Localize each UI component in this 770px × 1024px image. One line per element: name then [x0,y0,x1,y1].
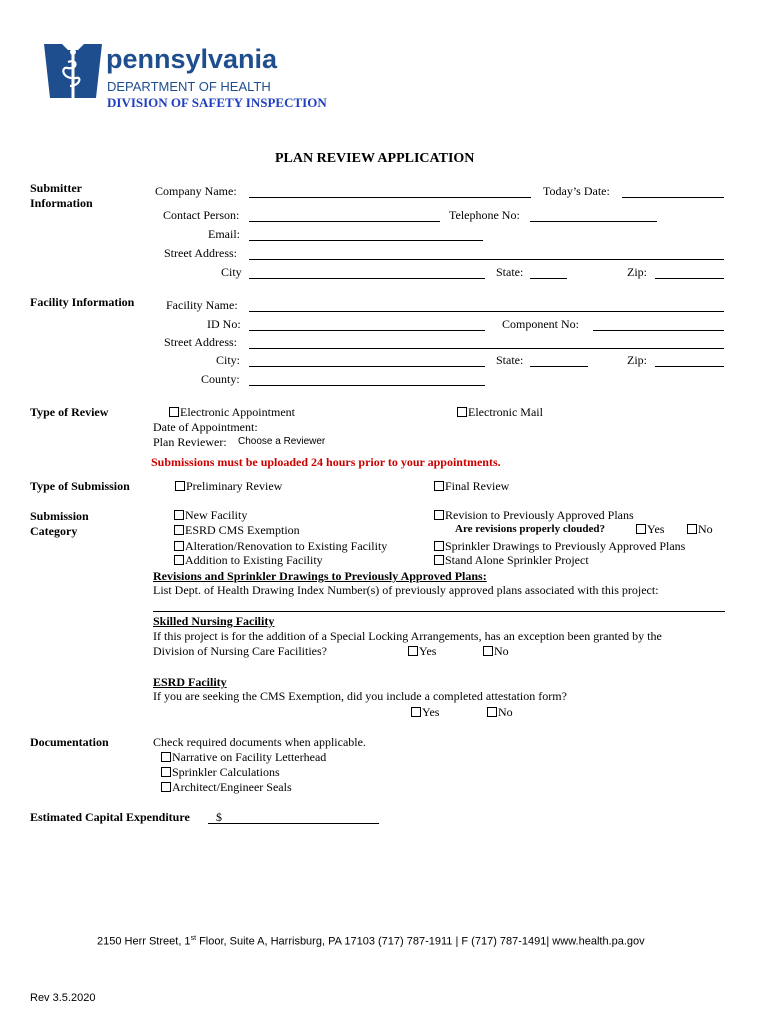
plan-reviewer-label: Plan Reviewer: [153,435,227,449]
revision-checkbox[interactable] [434,510,444,520]
esrd-no-checkbox[interactable] [487,707,497,717]
drawing-index-field[interactable] [153,597,725,612]
clouded-no-option[interactable]: No [687,522,713,537]
submitter-city-field[interactable] [249,264,485,279]
electronic-appointment-option[interactable]: Electronic Appointment [169,405,295,420]
department-name: DEPARTMENT OF HEALTH [107,79,271,94]
company-name-label: Company Name: [155,184,237,198]
date-of-appointment-label: Date of Appointment: [153,420,258,434]
stand-alone-option[interactable]: Stand Alone Sprinkler Project [434,553,589,568]
documentation-instruction: Check required documents when applicable. [153,735,366,749]
sprinkler-drawings-option[interactable]: Sprinkler Drawings to Previously Approved Plans [434,539,685,554]
clouded-yes-checkbox[interactable] [636,524,646,534]
email-field[interactable] [249,226,483,241]
submitter-street-label: Street Address: [164,246,237,260]
page-title: PLAN REVIEW APPLICATION [275,151,475,166]
esrd-question: If you are seeking the CMS Exemption, did you include a completed attestation form? [153,689,567,703]
skilled-nursing-question-line2: Division of Nursing Care Facilities? [153,644,327,658]
facility-name-label: Facility Name: [166,298,238,312]
esrd-yes-option[interactable]: Yes [411,705,439,720]
capital-expenditure-underline-lead [208,823,228,824]
component-no-label: Component No: [502,317,579,331]
narrative-option[interactable]: Narrative on Facility Letterhead [161,750,326,765]
esrd-cms-option[interactable]: ESRD CMS Exemption [174,523,300,538]
county-label: County: [201,372,240,386]
skilled-nursing-no-option[interactable]: No [483,644,509,659]
telephone-field[interactable] [530,207,657,222]
email-label: Email: [208,227,240,241]
capital-expenditure-field[interactable] [226,809,379,824]
org-name: pennsylvania [106,44,278,74]
addition-option[interactable]: Addition to Existing Facility [174,553,323,568]
component-no-field[interactable] [593,316,724,331]
plan-reviewer-select[interactable]: Choose a Reviewer [238,436,326,447]
type-of-submission-label: Type of Submission [30,479,130,493]
footer-address: 2150 Herr Street, 1st Floor, Suite A, Harrisburg, PA 17103 (717) 787-1911 | F (717) 787-1491| www.health.pa.gov [97,935,645,948]
esrd-yes-checkbox[interactable] [411,707,421,717]
facility-section-label: Facility Information [30,295,135,309]
sprinkler-calculations-option[interactable]: Sprinkler Calculations [161,765,280,780]
seals-option[interactable]: Architect/Engineer Seals [161,780,292,795]
todays-date-field[interactable] [622,183,724,198]
division-name: DIVISION OF SAFETY INSPECTION [107,95,327,110]
narrative-checkbox[interactable] [161,752,171,762]
telephone-label: Telephone No: [449,208,520,222]
submitter-street-field[interactable] [249,245,724,260]
clouded-yes-option[interactable]: Yes [636,522,664,537]
contact-person-field[interactable] [249,207,440,222]
skilled-nursing-yes-option[interactable]: Yes [408,644,436,659]
sprinkler-calculations-checkbox[interactable] [161,767,171,777]
electronic-mail-checkbox[interactable] [457,407,467,417]
new-facility-option[interactable]: New Facility [174,508,247,523]
submitter-state-field[interactable] [530,264,567,279]
submitter-zip-field[interactable] [655,264,724,279]
submitter-city-label: City [221,265,242,279]
facility-city-field[interactable] [249,352,485,367]
documentation-label: Documentation [30,735,109,749]
id-no-field[interactable] [249,316,485,331]
contact-person-label: Contact Person: [163,208,240,222]
type-of-review-label: Type of Review [30,405,109,419]
skilled-nursing-heading: Skilled Nursing Facility [153,614,275,628]
facility-state-label: State: [496,353,524,367]
revisions-heading: Revisions and Sprinkler Drawings to Previously Approved Plans: [153,569,487,583]
addition-checkbox[interactable] [174,555,184,565]
capital-expenditure-label: Estimated Capital Expenditure [30,810,190,824]
electronic-appointment-checkbox[interactable] [169,407,179,417]
preliminary-review-option[interactable]: Preliminary Review [175,479,282,494]
facility-state-field[interactable] [530,352,588,367]
esrd-no-option[interactable]: No [487,705,513,720]
facility-street-field[interactable] [249,334,724,349]
facility-zip-label: Zip: [627,353,647,367]
seals-checkbox[interactable] [161,782,171,792]
upload-warning: Submissions must be uploaded 24 hours prior to your appointments. [151,455,501,469]
facility-zip-field[interactable] [655,352,724,367]
alteration-checkbox[interactable] [174,541,184,551]
sprinkler-drawings-checkbox[interactable] [434,541,444,551]
alteration-option[interactable]: Alteration/Renovation to Existing Facility [174,539,387,554]
final-review-option[interactable]: Final Review [434,479,509,494]
submission-category-label: Submission Category [30,509,89,538]
esrd-heading: ESRD Facility [153,675,227,689]
revision-number: Rev 3.5.2020 [30,992,96,1004]
electronic-mail-option[interactable]: Electronic Mail [457,405,543,420]
revision-option[interactable]: Revision to Previously Approved Plans [434,508,634,523]
submitter-section-label: Submitter Information [30,181,93,210]
submitter-zip-label: Zip: [627,265,647,279]
preliminary-review-checkbox[interactable] [175,481,185,491]
clouded-no-checkbox[interactable] [687,524,697,534]
facility-city-label: City: [216,353,241,367]
stand-alone-checkbox[interactable] [434,555,444,565]
skilled-nursing-no-checkbox[interactable] [483,646,493,656]
drawing-index-instruction: List Dept. of Health Drawing Index Number(s) of previously approved plans associated with this project: [153,583,659,597]
company-name-field[interactable] [249,183,531,198]
clouded-question: Are revisions properly clouded? [455,523,606,535]
todays-date-label: Today’s Date: [543,184,610,198]
facility-name-field[interactable] [249,297,724,312]
facility-street-label: Street Address: [164,335,237,349]
submitter-state-label: State: [496,265,524,279]
new-facility-checkbox[interactable] [174,510,184,520]
county-field[interactable] [249,371,485,386]
skilled-nursing-question-line1: If this project is for the addition of a Special Locking Arrangements, has an exception been granted by the [153,629,662,643]
esrd-cms-checkbox[interactable] [174,525,184,535]
currency-symbol: $ [216,810,222,824]
id-no-label: ID No: [207,317,241,331]
skilled-nursing-yes-checkbox[interactable] [408,646,418,656]
final-review-checkbox[interactable] [434,481,444,491]
pa-keystone-logo [42,40,104,102]
